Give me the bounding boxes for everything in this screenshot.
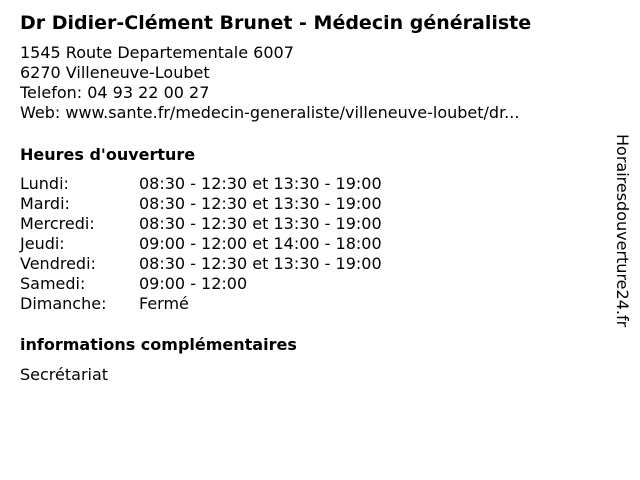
time-range: 09:00 - 12:00 et 14:00 - 18:00 [139, 234, 382, 253]
day-label: Samedi: [20, 274, 86, 293]
time-range: 08:30 - 12:30 et 13:30 - 19:00 [139, 254, 382, 273]
day-label: Lundi: [20, 174, 69, 193]
side-brand-text: Horairesdouverture24.fr [613, 134, 632, 328]
time-range: Fermé [139, 294, 189, 313]
time-range: 08:30 - 12:30 et 13:30 - 19:00 [139, 174, 382, 193]
time-range: 08:30 - 12:30 et 13:30 - 19:00 [139, 214, 382, 233]
additional-info-text: Secrétariat [20, 365, 109, 384]
day-label: Vendredi: [20, 254, 96, 273]
additional-info-heading: informations complémentaires [20, 335, 297, 354]
day-label: Jeudi: [20, 234, 65, 253]
phone-number: Telefon: 04 93 22 00 27 [20, 83, 210, 102]
time-range: 09:00 - 12:00 [139, 274, 248, 293]
page-title: Dr Didier-Clément Brunet - Médecin généraliste [20, 12, 532, 34]
day-label: Mercredi: [20, 214, 95, 233]
address-block [20, 43, 519, 123]
website-link[interactable]: Web: www.sante.fr/medecin-generaliste/villeneuve-loubet/dr... [20, 103, 520, 122]
opening-hours-heading: Heures d'ouverture [20, 145, 196, 164]
street-address: 1545 Route Departementale 6007 [20, 43, 294, 62]
city-address: 6270 Villeneuve-Loubet [20, 63, 210, 82]
day-label: Mardi: [20, 194, 70, 213]
time-range: 08:30 - 12:30 et 13:30 - 19:00 [139, 194, 382, 213]
day-label: Dimanche: [20, 294, 107, 313]
side-watermark [612, 134, 632, 344]
